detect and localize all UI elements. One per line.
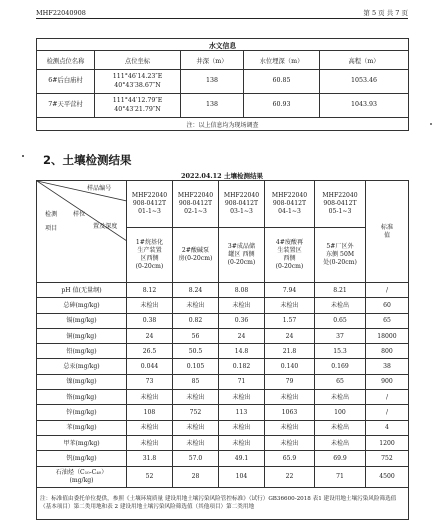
result-value: 0.169 — [315, 359, 366, 374]
result-value: 未检出 — [173, 298, 219, 313]
result-value: 71 — [219, 374, 265, 389]
table-row — [37, 466, 409, 487]
item-name: 锌(mg/kg) — [37, 405, 127, 420]
point-name: 6#后白庙村 — [37, 70, 95, 94]
corner-item: 检测 — [45, 211, 58, 218]
result-value: 未检出 — [173, 390, 219, 405]
soil-table-title: 2022.04.12 土壤检测结果 — [181, 172, 263, 180]
result-value: 未检出 — [265, 390, 315, 405]
result-value: 14.8 — [219, 344, 265, 359]
table-row — [37, 298, 409, 313]
result-value: 85 — [173, 374, 219, 389]
result-value: 未检出 — [265, 435, 315, 450]
standard-value: 18000 — [366, 328, 409, 343]
standard-value: 38 — [366, 359, 409, 374]
sample-id: MHF22040 908-0412T 03-1~3 — [219, 181, 265, 228]
corner-header-cell — [37, 181, 127, 283]
sample-location: 4#废酸再 生装置区 西侧 (0-20cm) — [265, 228, 315, 283]
item-name: 镉(mg/kg) — [37, 313, 127, 328]
result-value: 未检出 — [127, 298, 173, 313]
result-value: 0.82 — [173, 313, 219, 328]
result-value: 未检出 — [265, 298, 315, 313]
corner-sample-pos: 样位 — [73, 211, 86, 218]
table-row — [37, 313, 409, 328]
item-name: 总汞(mg/kg) — [37, 359, 127, 374]
result-value: 56 — [173, 328, 219, 343]
point-name: 7#天平营村 — [37, 94, 95, 118]
table-row — [37, 359, 409, 374]
item-name: 石油烃（C₁₀-C₄₀） (mg/kg) — [37, 466, 127, 487]
result-value: 未检出 — [315, 390, 366, 405]
column-header: 点位坐标 — [95, 51, 181, 70]
sample-id: MHF22040 908-0412T 01-1~3 — [127, 181, 173, 228]
water-level: 60.93 — [244, 94, 320, 118]
table-row — [37, 328, 409, 343]
result-value: 28 — [173, 466, 219, 487]
result-value: 1.57 — [265, 313, 315, 328]
result-value: 未检出 — [315, 420, 366, 435]
sample-location: 3#成品储 罐区 西侧 (0-20cm) — [219, 228, 265, 283]
result-value: 未检出 — [127, 435, 173, 450]
result-value: 108 — [127, 405, 173, 420]
section-title: 2、土壤检测结果 — [43, 153, 132, 167]
result-value: 未检出 — [127, 390, 173, 405]
result-value: 8.21 — [315, 283, 366, 298]
standard-value: / — [366, 390, 409, 405]
result-value: 1063 — [265, 405, 315, 420]
standard-value: / — [366, 283, 409, 298]
standard-value: 800 — [366, 344, 409, 359]
page-header — [36, 5, 408, 17]
soil-table-footnote: 注：标准值由委托单位提供，参照《土壤环境质量 建设用地土壤污染风险管控标准》（试行）GB36600-2018 表1 建设用地土壤污染风险筛选值（基本项目）第二类用地和表 2 建设用地土壤污染风险筛选值（其他项目）第二类用地 — [37, 487, 409, 519]
result-value: 7.94 — [265, 283, 315, 298]
bullet-dot — [22, 155, 24, 157]
table-row — [37, 70, 409, 94]
column-header: 检测点位名称 — [37, 51, 95, 70]
item-name: 甲苯(mg/kg) — [37, 435, 127, 450]
result-value: 57.0 — [173, 451, 219, 466]
result-value: 0.65 — [315, 313, 366, 328]
well-depth: 138 — [181, 70, 244, 94]
result-value: 24 — [219, 328, 265, 343]
column-header: 井深（m） — [181, 51, 244, 70]
result-value: 21.8 — [265, 344, 315, 359]
result-value: 69.9 — [315, 451, 366, 466]
result-value: 未检出 — [315, 435, 366, 450]
table-row — [37, 390, 409, 405]
table-row — [37, 283, 409, 298]
result-value: 0.044 — [127, 359, 173, 374]
result-value: 31.8 — [127, 451, 173, 466]
result-value: 0.36 — [219, 313, 265, 328]
standard-value: 65 — [366, 313, 409, 328]
item-name: 总砷(mg/kg) — [37, 298, 127, 313]
result-value: 8.08 — [219, 283, 265, 298]
result-value: 未检出 — [219, 435, 265, 450]
result-value: 未检出 — [173, 435, 219, 450]
table-row — [37, 344, 409, 359]
sample-id: MHF22040 908-0412T 04-1~3 — [265, 181, 315, 228]
item-name: 苯(mg/kg) — [37, 420, 127, 435]
soil-results-table — [36, 180, 409, 520]
water-info-table — [36, 38, 409, 131]
result-value: 73 — [127, 374, 173, 389]
result-value: 100 — [315, 405, 366, 420]
table-row — [37, 374, 409, 389]
point-coordinate: 111°46′14.23″E 40°43′38.67″N — [95, 70, 181, 94]
result-value: 752 — [173, 405, 219, 420]
standard-value: 60 — [366, 298, 409, 313]
result-value: 50.5 — [173, 344, 219, 359]
water-level: 60.85 — [244, 70, 320, 94]
sample-id: MHF22040 908-0412T 02-1~3 — [173, 181, 219, 228]
result-value: 8.24 — [173, 283, 219, 298]
elevation: 1053.46 — [320, 70, 409, 94]
result-value: 未检出 — [219, 390, 265, 405]
result-value: 22 — [265, 466, 315, 487]
result-value: 未检出 — [219, 420, 265, 435]
item-name: 铜(mg/kg) — [37, 328, 127, 343]
sample-location: 1#烷基化 生产装置 区西侧 (0-20cm) — [127, 228, 173, 283]
corner-depth-pos: 置及深度 — [93, 223, 118, 230]
result-value: 未检出 — [127, 420, 173, 435]
result-value: 0.38 — [127, 313, 173, 328]
item-name: 铅(mg/kg) — [37, 344, 127, 359]
sample-id: MHF22040 908-0412T 05-1~3 — [315, 181, 366, 228]
corner-item2: 项目 — [45, 225, 58, 232]
standard-value: 4500 — [366, 466, 409, 487]
result-value: 49.1 — [219, 451, 265, 466]
corner-sample-no: 样品编号 — [87, 185, 112, 192]
result-value: 24 — [265, 328, 315, 343]
standard-value: / — [366, 405, 409, 420]
item-name: pH 值(无量纲) — [37, 283, 127, 298]
table-row — [37, 435, 409, 450]
result-value: 79 — [265, 374, 315, 389]
result-value: 未检出 — [315, 298, 366, 313]
result-value: 65 — [315, 374, 366, 389]
standard-value: 1200 — [366, 435, 409, 450]
result-value: 71 — [315, 466, 366, 487]
standard-value: 4 — [366, 420, 409, 435]
item-name: 铬(mg/kg) — [37, 390, 127, 405]
result-value: 0.182 — [219, 359, 265, 374]
point-coordinate: 111°44′12.79″E 40°43′21.79″N — [95, 94, 181, 118]
result-value: 15.3 — [315, 344, 366, 359]
column-header: 水位埋深（m） — [244, 51, 320, 70]
page-info: 第 5 页 共 7 页 — [363, 9, 408, 17]
table-row — [37, 94, 409, 118]
sample-location: 5#厂区外 东侧 50M 处(0-20cm) — [315, 228, 366, 283]
table-row — [37, 451, 409, 466]
column-header: 高程（m） — [320, 51, 409, 70]
result-value: 37 — [315, 328, 366, 343]
result-value: 0.140 — [265, 359, 315, 374]
result-value: 104 — [219, 466, 265, 487]
standard-value: 752 — [366, 451, 409, 466]
table-row — [37, 420, 409, 435]
result-value: 未检出 — [265, 420, 315, 435]
water-table-note: 注：以上信息均为现场调查 — [37, 118, 409, 131]
result-value: 113 — [219, 405, 265, 420]
elevation: 1043.93 — [320, 94, 409, 118]
scan-speck — [430, 123, 432, 125]
standard-header: 标准 值 — [366, 181, 409, 283]
item-name: 镍(mg/kg) — [37, 374, 127, 389]
result-value: 52 — [127, 466, 173, 487]
result-value: 未检出 — [173, 420, 219, 435]
result-value: 8.12 — [127, 283, 173, 298]
water-table-caption: 水文信息 — [37, 39, 409, 51]
item-name: 钒(mg/kg) — [37, 451, 127, 466]
result-value: 0.105 — [173, 359, 219, 374]
result-value: 未检出 — [219, 298, 265, 313]
result-value: 24 — [127, 328, 173, 343]
soil-rows — [37, 283, 409, 467]
header-rule — [36, 18, 408, 19]
sample-location: 2#酸碱泵 房(0-20cm) — [173, 228, 219, 283]
result-value: 26.5 — [127, 344, 173, 359]
result-value: 65.9 — [265, 451, 315, 466]
standard-value: 900 — [366, 374, 409, 389]
doc-number: MHF22040908 — [36, 9, 86, 17]
table-row — [37, 405, 409, 420]
well-depth: 138 — [181, 94, 244, 118]
